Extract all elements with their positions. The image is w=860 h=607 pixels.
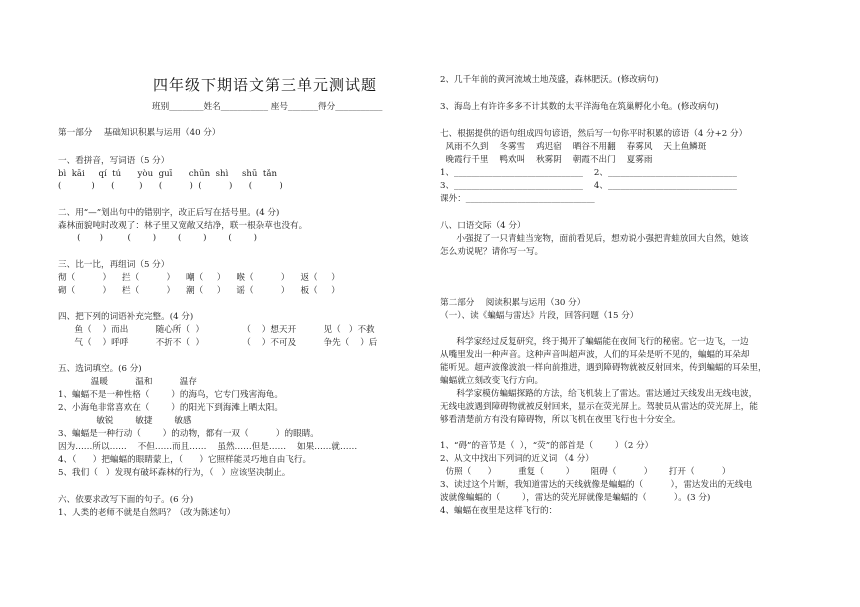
- right-line: 科学家模仿蝙蝠探路的方法，给飞机装上了雷达。雷达通过天线发出无线电波，: [440, 389, 758, 399]
- right-line: 怎么劝说呢？请你写一写。: [440, 247, 544, 257]
- left-line: 二、用“—”划出句中的错别字，改正后写在括号里。(4 分): [58, 208, 280, 218]
- left-line: 气（ ）呼呼 不折不（ ） （ ）不可及 争先（ ）后: [58, 338, 378, 348]
- left-line: 五、选词填空。(6 分): [58, 364, 142, 374]
- left-line: 1、人类的老师不就是自然吗？（改为陈述句）: [58, 508, 236, 518]
- right-line: 2、从文中找出下列词的近义词 （4 分）: [440, 454, 594, 464]
- right-line: 课外：______________________________: [440, 194, 595, 204]
- right-line: 晚霞行千里 鸭欢叫 秋雾阴 朝霞不出门 夏雾雨: [440, 155, 653, 165]
- right-line: 2、几千年前的黄河流域土地茂盛，森林肥沃。(修改病句): [440, 75, 659, 85]
- right-line: 小强捉了一只青蛙当宠物，面前看见后，想劝说小强把青蛙放回大自然，她该: [440, 234, 749, 244]
- right-line: 无线电波遇到障碍物就被反射回来，显示在荧光屏上。驾驶员从雷达的荧光屏上，能: [440, 402, 758, 412]
- right-line: 3、______________________________ 4、______________________________: [440, 181, 737, 191]
- right-line: 能听见。超声波像波浪一样向前推进，遇到障碍物就被反射回来，传到蝙蝠的耳朵里，: [440, 363, 767, 373]
- right-line: 科学家经过反复研究，终于揭开了蝙蝠能在夜间飞行的秘密。它一边飞，一边: [440, 337, 749, 347]
- left-line: 1、蝙蝠不是一种性格（ ）的海鸟，它专门残害海龟。: [58, 390, 283, 400]
- left-line: ( ) ( ) ( ) ( ) ( ): [58, 181, 283, 191]
- left-line: 一、看拼音，写词语（5 分）: [58, 156, 170, 166]
- left-line: 彻（ ） 拦（ ） 嘲（ ） 喉（ ） 返（ ）: [58, 273, 340, 283]
- left-line: 4、（ ）把蝙蝠的眼睛蒙上，（ ）它照样能灵巧地自由飞行。: [58, 455, 312, 465]
- right-line: 1、______________________________ 2、______________________________: [440, 168, 737, 178]
- right-line: 风雨不久到 冬雾雪 鸡迟宿 晒谷不用翻 春雾风 天上鱼鳞斑: [440, 142, 707, 152]
- left-line: 2、小海龟非常喜欢在（ ）的阳光下到海滩上晒太阳。: [58, 403, 283, 413]
- right-line: 1、“碍”的音节是（ ），“荧”的部首是（ ）（2 分）: [440, 441, 654, 451]
- left-line: 鱼（ ）而出 随心所（ ） （ ）想天开 见（ ）不救: [58, 325, 375, 335]
- right-line: 波就像蝙蝠的（ ），雷达的荧光屏就像是蝙蝠的（ ）。(3 分): [440, 493, 711, 503]
- left-line: 森林面貌吨时改观了：林子里又宽敞又结净，联一根杂草也没有。: [58, 221, 308, 231]
- left-line: 三、比一比，再组词（5 分）: [58, 260, 170, 270]
- left-line: 六、依要求改写下面的句子。(6 分): [58, 495, 194, 505]
- page-title: 四年级下期语文第三单元测试题: [153, 76, 378, 94]
- left-line: 砌（ ） 栏（ ） 潮（ ） 谣（ ） 板（ ）: [58, 286, 340, 296]
- right-line: 仿照（ ） 重复（ ） 阻碍（ ） 打开（ ）: [440, 467, 731, 477]
- student-info-line: 班别________姓名___________ 座号_______得分___________: [152, 102, 383, 112]
- left-line: 因为……所以…… 不但……而且…… 虽然……但是…… 如果……就……: [58, 442, 358, 452]
- right-line: 够看清楚前方有没有障碍物，所以飞机在夜里飞行也十分安全。: [440, 415, 681, 425]
- right-line: 从嘴里发出一种声音。这种声音叫超声波，人们的耳朵是听不见的，蝙蝠的耳朵却: [440, 350, 750, 360]
- right-line: 第二部分 阅读积累与运用（30 分）: [440, 298, 586, 308]
- right-line: 3、读过这个片断，我知道雷达的天线就像是蝙蝠的（ ），雷达发出的无线电: [440, 480, 753, 490]
- left-line: 温暖 温和 温存: [58, 377, 197, 387]
- left-line: bì kāi qí tú yòu guī chūn shì shū tǎn: [58, 169, 278, 179]
- right-line: 3、海岛上有许许多多不计其数的太平洋海龟在筑巢孵化小龟。(修改病句): [440, 102, 719, 112]
- left-line: 5、我们（ ）发现有破坏森林的行为，（ ）应该坚决制止。: [58, 468, 291, 478]
- left-line: 四、把下列的词语补充完整。(4 分): [58, 312, 194, 322]
- left-line: 3、蝙蝠是一种行动（ ）的动物，都有一双（ ）的眼睛。: [58, 429, 319, 439]
- right-line: 4、蝙蝠在夜里是这样飞行的：: [440, 506, 558, 516]
- right-line: 蝙蝠就立刻改变飞行方向。: [440, 376, 544, 386]
- right-line: 七、根据提供的语句组成四句谚语，然后写一句你平时积累的谚语（4 分+2 分）: [440, 129, 748, 139]
- right-line: 八、口语交际（4 分）: [440, 221, 526, 231]
- left-line: 第一部分 基础知识积累与运用（40 分）: [58, 128, 221, 138]
- right-line: （一）、读《蝙蝠与雷达》片段，回答问题（15 分）: [440, 311, 639, 321]
- left-line: ( ) ( ) ( ) ( ): [58, 233, 257, 243]
- left-line: 敏锐 敏捷 敏感: [58, 416, 192, 426]
